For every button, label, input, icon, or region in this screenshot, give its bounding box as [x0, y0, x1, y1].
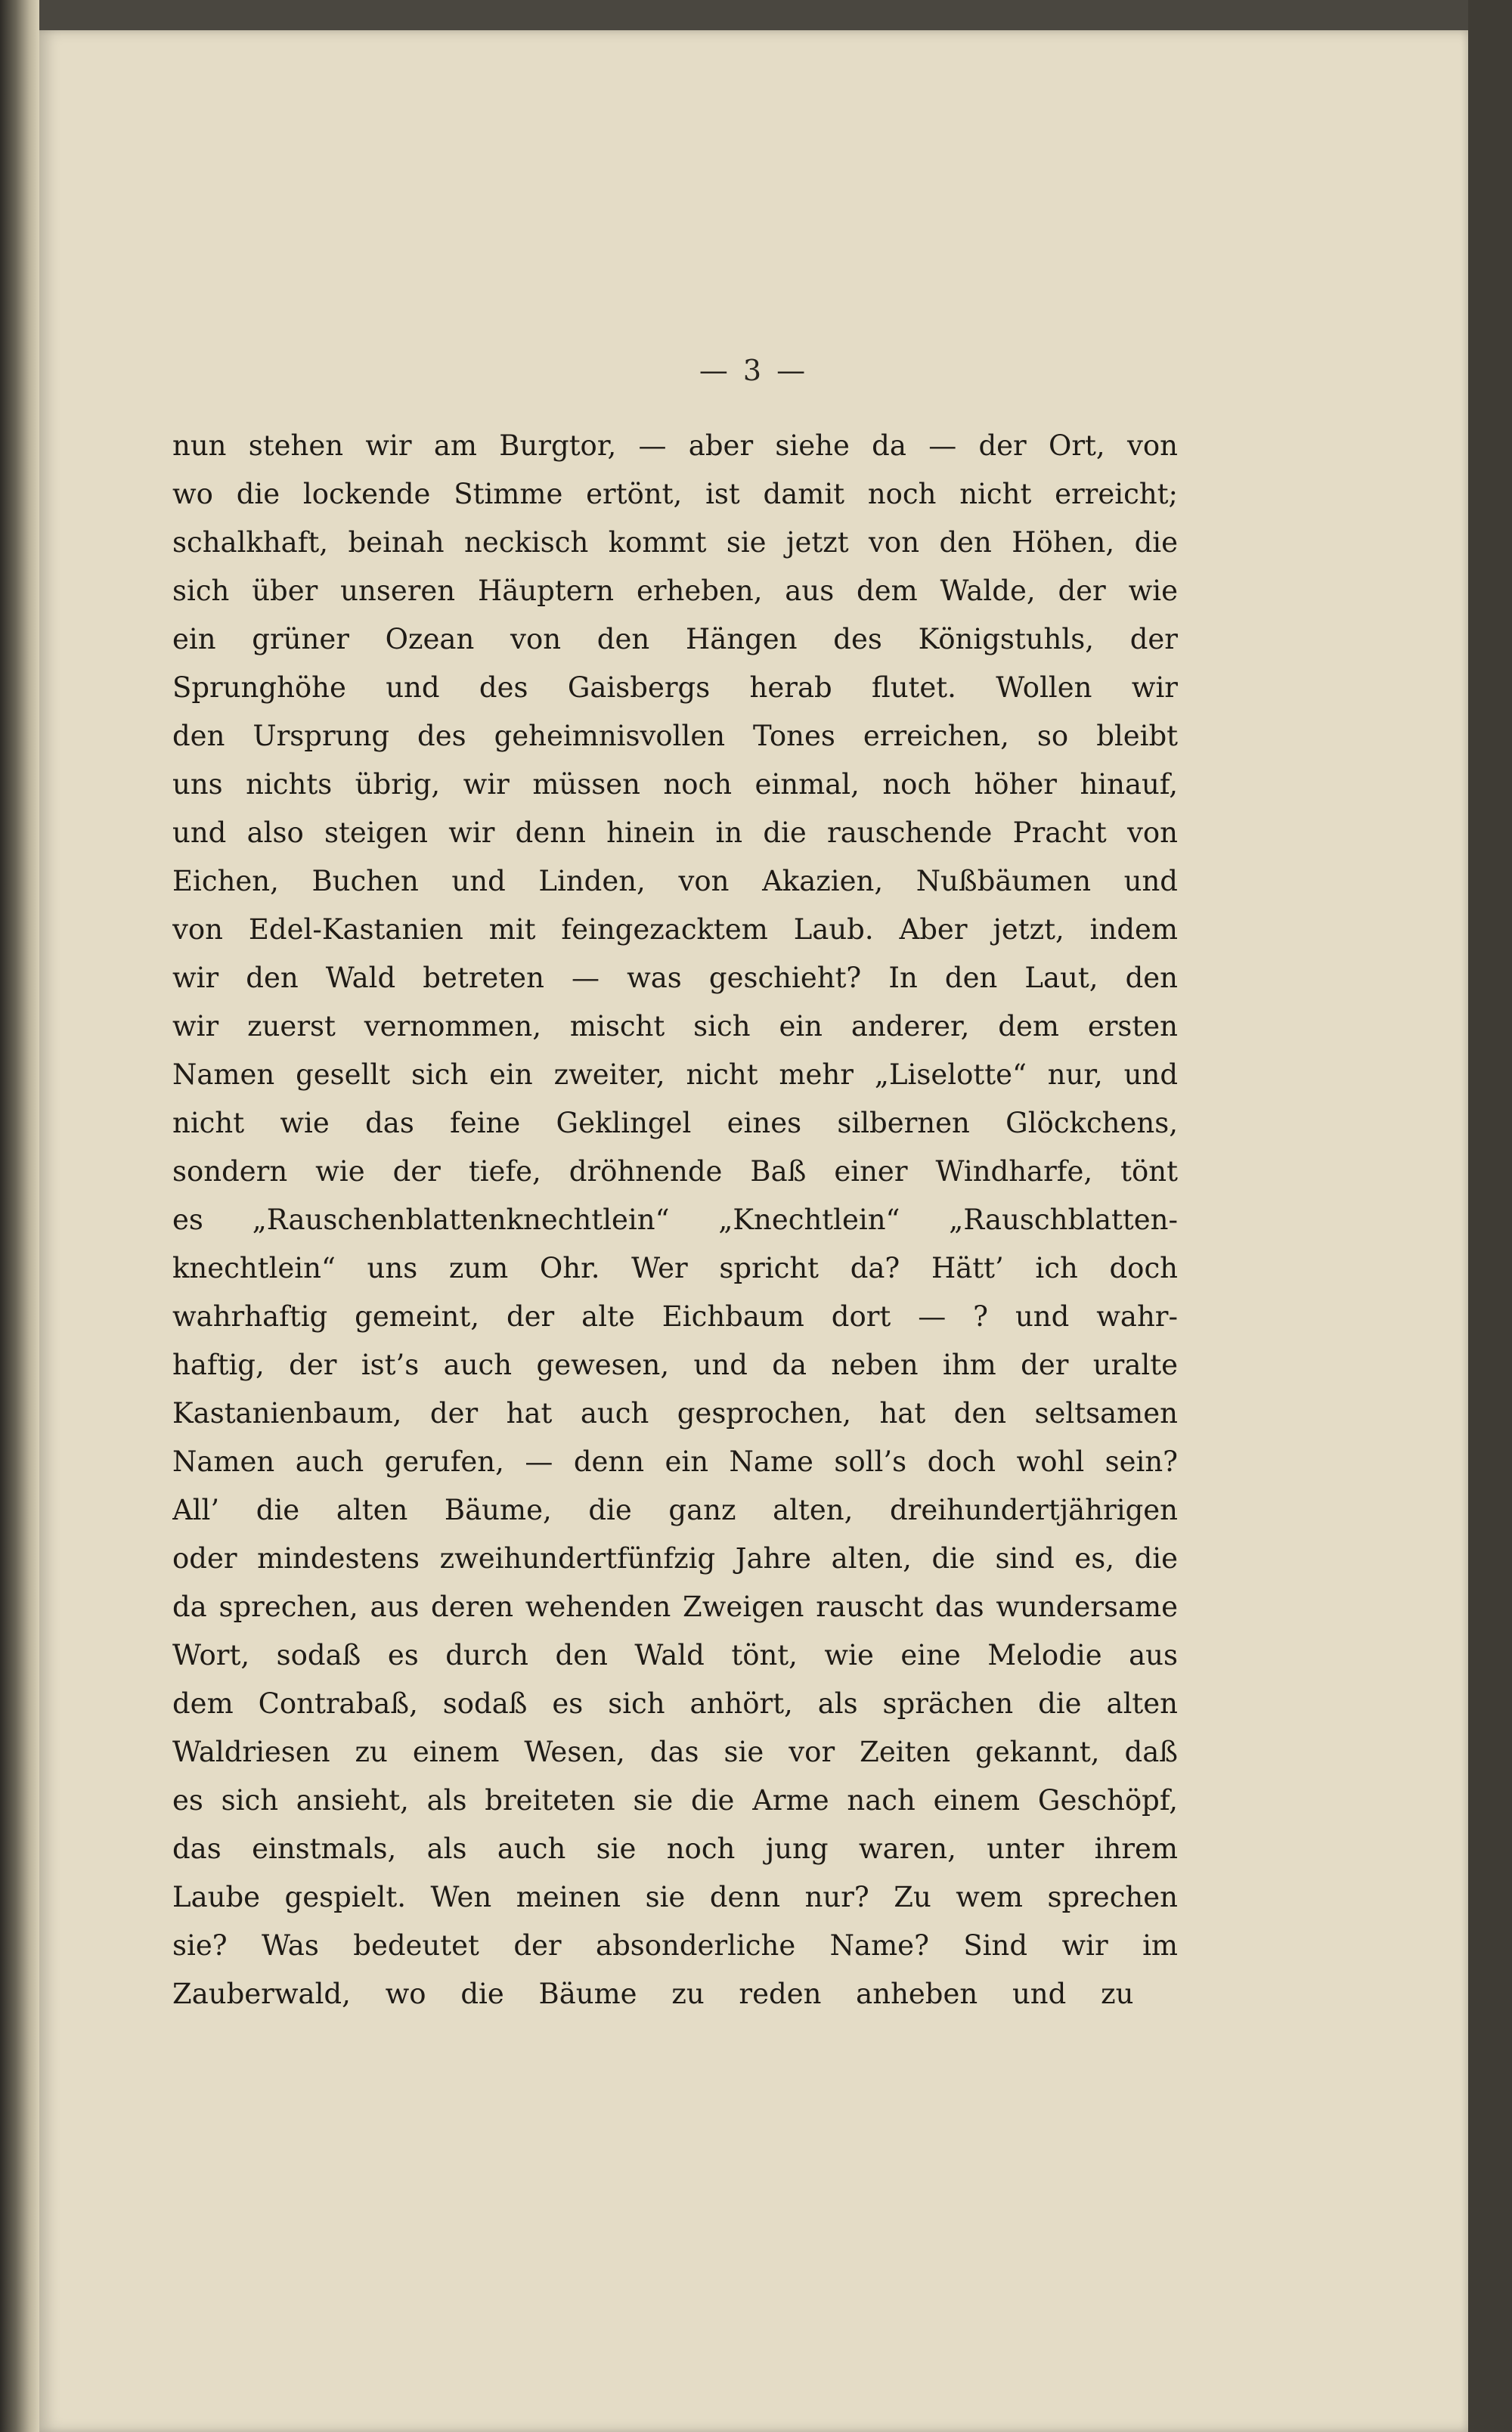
- text-line: den Ursprung des geheimnisvollen Tones erreichen, so bleibt: [172, 720, 1178, 752]
- text-line: ein grüner Ozean von den Hängen des Königstuhls, der: [172, 623, 1178, 655]
- text-line: wo die lockende Stimme ertönt, ist damit noch nicht erreicht;: [172, 478, 1178, 510]
- book-page: [39, 30, 1468, 2432]
- text-line: das einstmals, als auch sie noch jung waren, unter ihrem: [172, 1833, 1178, 1865]
- book-gutter-edge: [0, 0, 39, 2432]
- text-line: haftig, der ist’s auch gewesen, und da neben ihm der uralte: [172, 1349, 1178, 1381]
- text-line: dem Contrabaß, sodaß es sich anhört, als sprächen die alten: [172, 1687, 1178, 1720]
- text-line: knechtlein“ uns zum Ohr. Wer spricht da? Hätt’ ich doch: [172, 1252, 1178, 1284]
- text-line: Sprunghöhe und des Gaisbergs herab flutet. Wollen wir: [172, 671, 1178, 704]
- text-line: nicht wie das feine Geklingel eines silbernen Glöckchens,: [172, 1107, 1178, 1139]
- text-line: Eichen, Buchen und Linden, von Akazien, Nußbäumen und: [172, 865, 1178, 897]
- scan-right-border: [1468, 0, 1512, 2432]
- text-line: und also steigen wir denn hinein in die rauschende Pracht von: [172, 816, 1178, 849]
- text-line: schalkhaft, beinah neckisch kommt sie jetzt von den Höhen, die: [172, 526, 1178, 559]
- text-line: uns nichts übrig, wir müssen noch einmal, noch höher hinauf,: [172, 768, 1178, 801]
- text-line: oder mindestens zweihundertfünfzig Jahre alten, die sind es, die: [172, 1542, 1178, 1575]
- scan-top-border: [39, 0, 1468, 30]
- text-line: es sich ansieht, als breiteten sie die Arme nach einem Geschöpf,: [172, 1784, 1178, 1817]
- body-text: [172, 422, 1178, 2018]
- text-line: Zauberwald, wo die Bäume zu reden anheben und zu: [172, 1978, 1134, 2010]
- text-line: wahrhaftig gemeint, der alte Eichbaum dort — ? und wahr-: [172, 1300, 1178, 1333]
- text-line: sondern wie der tiefe, dröhnende Baß einer Windharfe, tönt: [172, 1155, 1178, 1188]
- text-line: Wort, sodaß es durch den Wald tönt, wie eine Melodie aus: [172, 1639, 1178, 1671]
- text-line: Kastanienbaum, der hat auch gesprochen, hat den seltsamen: [172, 1397, 1178, 1430]
- text-line: nun stehen wir am Burgtor, — aber siehe da — der Ort, von: [172, 429, 1178, 462]
- text-line: wir den Wald betreten — was geschieht? In den Laut, den: [172, 962, 1178, 994]
- text-line: Namen auch gerufen, — denn ein Name soll’s doch wohl sein?: [172, 1445, 1178, 1478]
- text-line: Namen gesellt sich ein zweiter, nicht mehr „Liselotte“ nur, und: [172, 1058, 1178, 1091]
- text-line: sie? Was bedeutet der absonderliche Name? Sind wir im: [172, 1929, 1178, 1962]
- text-line: Waldriesen zu einem Wesen, das sie vor Zeiten gekannt, daß: [172, 1736, 1178, 1768]
- text-line: Laube gespielt. Wen meinen sie denn nur? Zu wem sprechen: [172, 1881, 1178, 1913]
- page-number: — 3 —: [699, 354, 809, 387]
- text-line: von Edel-Kastanien mit feingezacktem Laub. Aber jetzt, indem: [172, 913, 1178, 946]
- text-line: All’ die alten Bäume, die ganz alten, dreihundertjährigen: [172, 1494, 1178, 1526]
- text-line: es „Rauschenblattenknechtlein“ „Knechtlein“ „Rauschblatten-: [172, 1204, 1178, 1236]
- text-line: sich über unseren Häuptern erheben, aus dem Walde, der wie: [172, 575, 1178, 607]
- text-line: da sprechen, aus deren wehenden Zweigen rauscht das wundersame: [172, 1591, 1178, 1623]
- text-line: wir zuerst vernommen, mischt sich ein anderer, dem ersten: [172, 1010, 1178, 1043]
